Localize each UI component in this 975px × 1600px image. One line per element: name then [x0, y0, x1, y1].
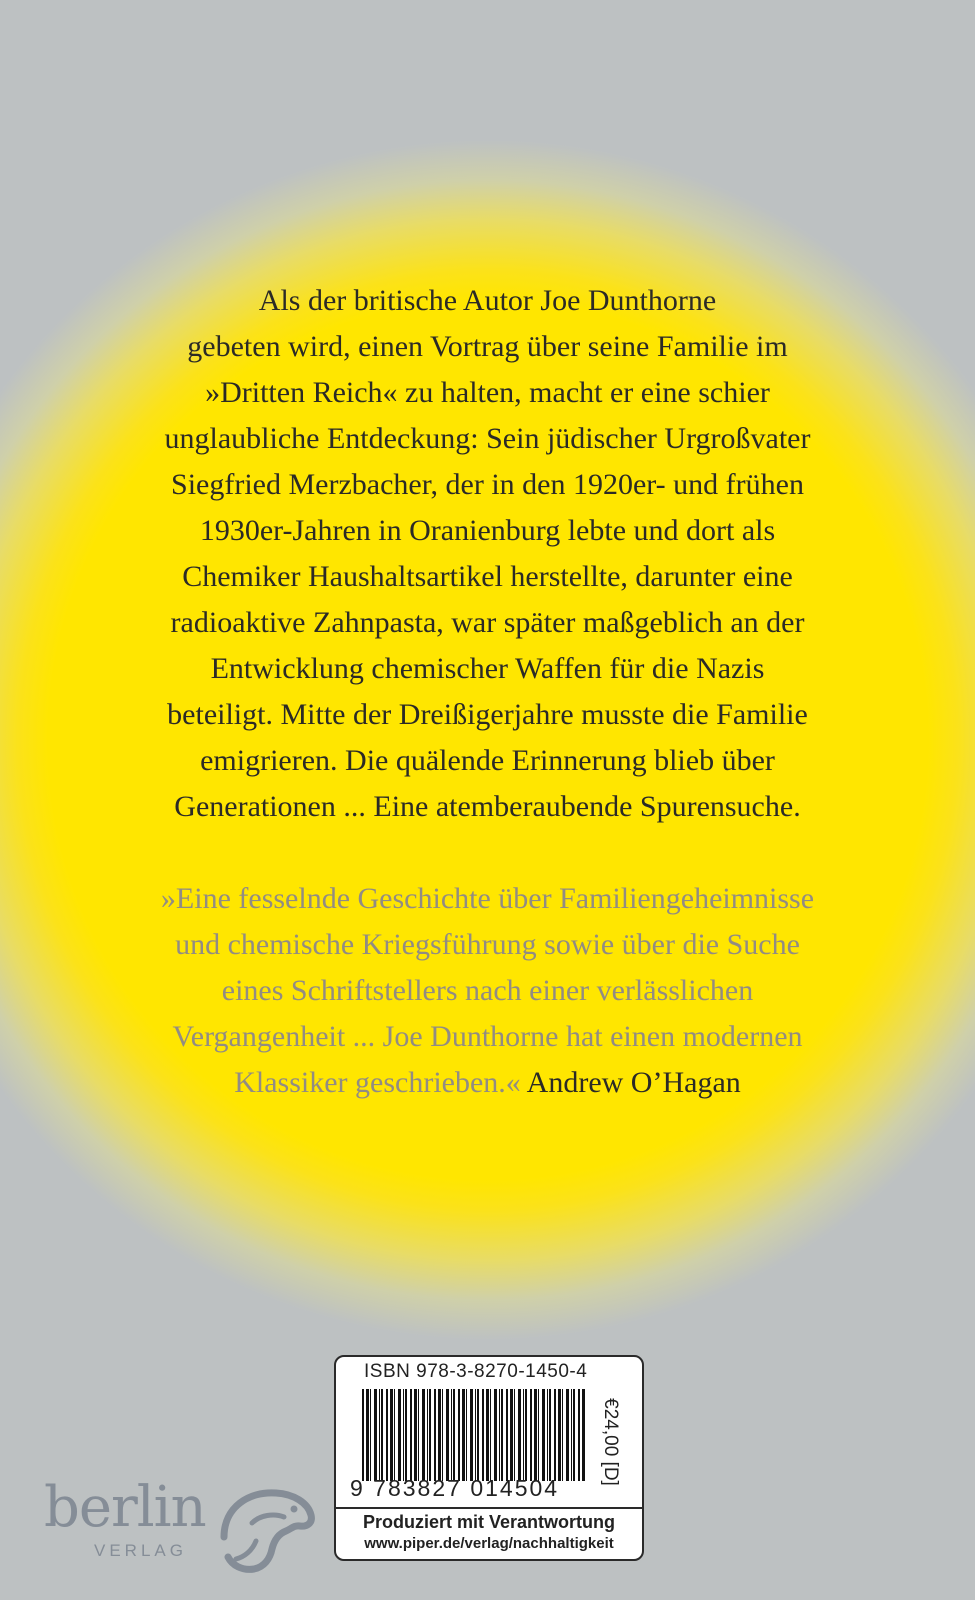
blurb-line: Generationen ... Eine atemberaubende Spurensuche.	[174, 790, 801, 823]
review-quote	[105, 876, 870, 1106]
quote-line: »Eine fesselnde Geschichte über Familiengeheimnisse	[160, 882, 815, 915]
quote-last-line	[105, 1060, 870, 1106]
quote-line: Vergangenheit ... Joe Dunthorne hat einen modernen	[172, 1020, 803, 1053]
blurb-line: Siegfried Merzbacher, der in den 1920er- und frühen	[171, 468, 804, 501]
barcode-divider	[336, 1507, 642, 1509]
blurb-line: unglaubliche Entdeckung: Sein jüdischer Urgroßvater	[164, 422, 811, 455]
blurb-line: Als der britische Autor Joe Dunthorne	[258, 284, 717, 317]
publisher-logo	[44, 1475, 284, 1573]
quote-line: und chemische Kriegsführung sowie über die Suche	[175, 928, 800, 961]
blurb-line: »Dritten Reich« zu halten, macht er eine schier	[205, 376, 770, 409]
barcode-box	[334, 1355, 644, 1561]
blurb-line: Entwicklung chemischer Waffen für die Nazis	[210, 652, 765, 685]
quote-line: eines Schriftstellers nach einer verlässlichen	[221, 974, 754, 1007]
blurb-text	[110, 278, 865, 830]
blurb-line: emigrieren. Die quälende Erinnerung blieb über	[200, 744, 775, 777]
sustainability-url: www.piper.de/verlag/nachhaltigkeit	[364, 1535, 614, 1552]
bear-logo-icon	[194, 1479, 316, 1579]
blurb-line: radioaktive Zahnpasta, war später maßgeblich an der	[170, 606, 805, 639]
price-label	[590, 1387, 630, 1497]
sustainability-label: Produziert mit Verantwortung	[362, 1512, 616, 1532]
publisher-sub: VERLAG	[94, 1541, 187, 1560]
price-text: €24,00 [D]	[600, 1398, 621, 1486]
isbn-number: ISBN 978-3-8270-1450-4	[364, 1361, 588, 1382]
barcode-digits: 9 783827 014504	[350, 1475, 560, 1501]
blurb-line: beteiligt. Mitte der Dreißigerjahre musste die Familie	[167, 698, 808, 731]
quote-line-end: Klassiker geschrieben.«	[234, 1066, 521, 1099]
quote-author: Andrew O’Hagan	[526, 1066, 741, 1099]
publisher-name: berlin	[44, 1475, 206, 1540]
blurb-line: Chemiker Haushaltsartikel herstellte, darunter eine	[182, 560, 793, 593]
blurb-line: gebeten wird, einen Vortrag über seine Familie im	[187, 330, 788, 363]
blurb-line: 1930er-Jahren in Oranienburg lebte und dort als	[199, 514, 776, 547]
barcode-bars	[362, 1389, 586, 1481]
